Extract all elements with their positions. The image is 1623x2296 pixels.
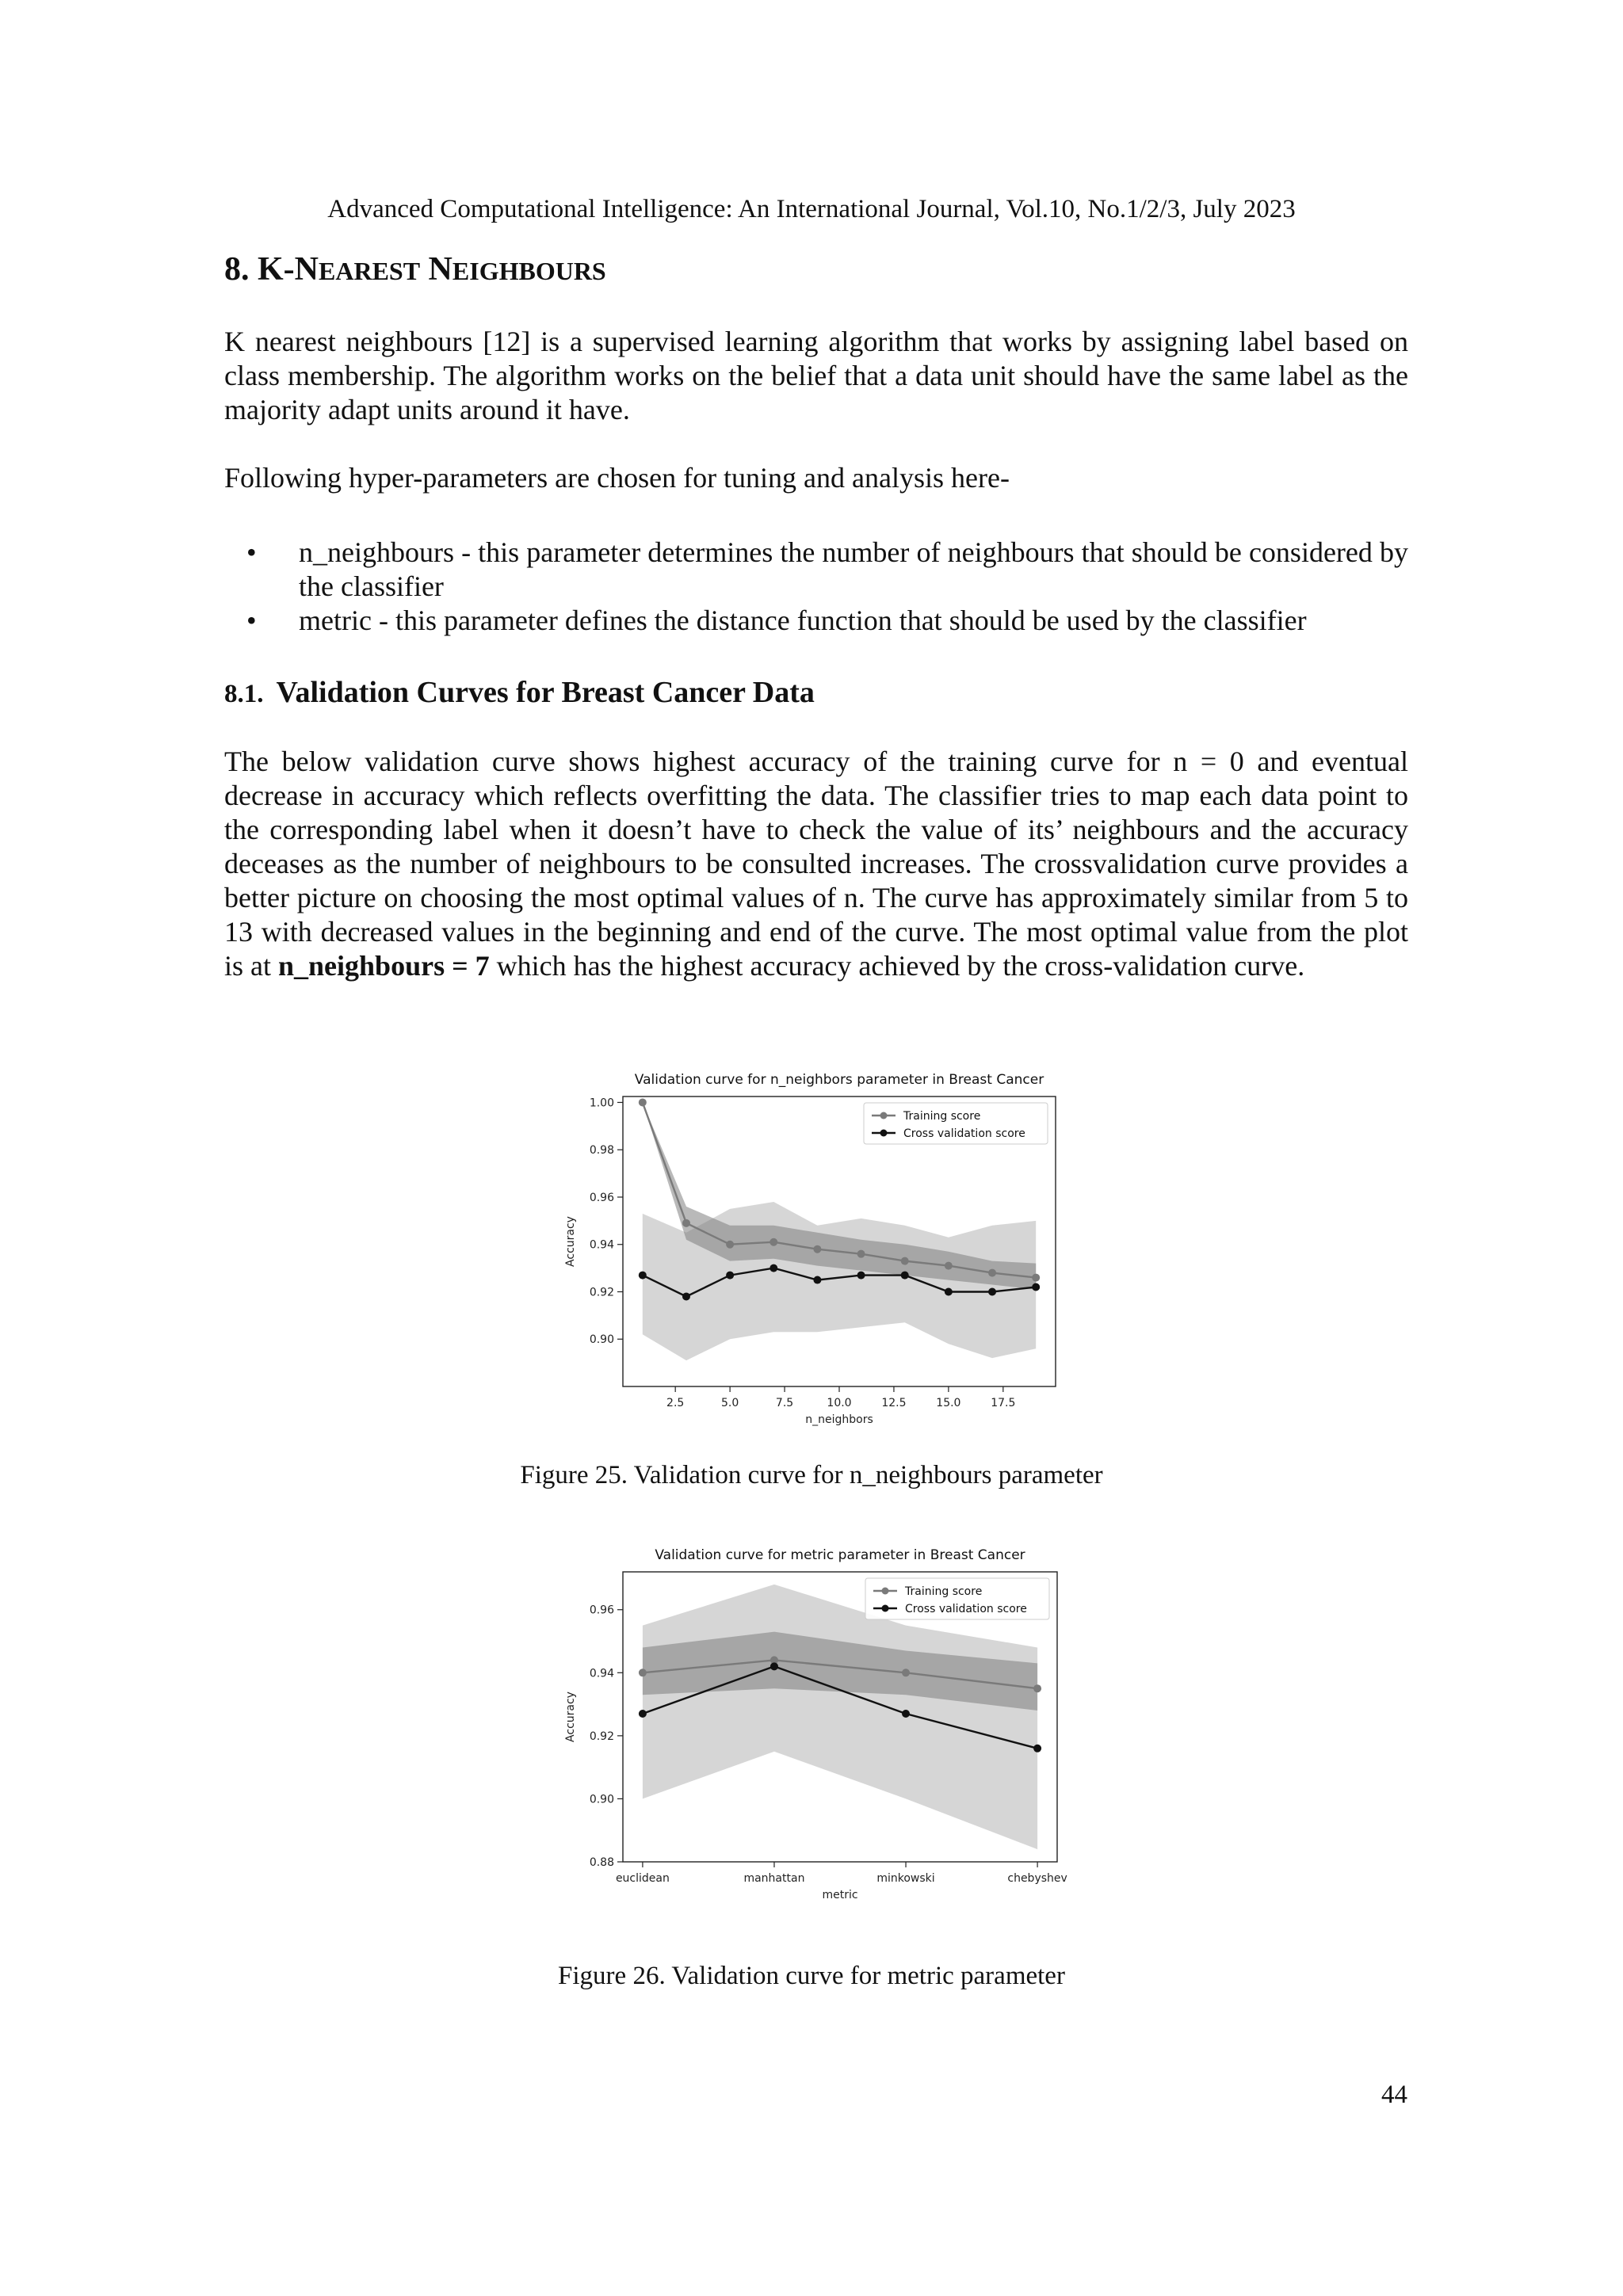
data-point-training-score (639, 1669, 647, 1676)
y-tick-label: 0.96 (589, 1604, 614, 1617)
data-point-training-score (1033, 1684, 1041, 1692)
section-title-text: K-NEAREST NEIGHBOURS (258, 251, 606, 288)
data-point-training-score (988, 1269, 996, 1277)
figure-26-caption: Figure 26. Validation curve for metric parameter (558, 1962, 1065, 1990)
data-point-training-score (769, 1238, 777, 1246)
chart-title: Validation curve for n_neighbors parameter in Breast Cancer (634, 1072, 1044, 1088)
y-tick-label: 0.92 (589, 1730, 614, 1743)
x-tick-label: 10.0 (827, 1397, 852, 1409)
x-tick-label: 17.5 (991, 1397, 1016, 1409)
data-point-training-score (902, 1669, 910, 1676)
data-point-cross-validation-score (726, 1272, 734, 1280)
y-axis-label: Accuracy (564, 1216, 577, 1267)
data-point-training-score (901, 1257, 909, 1265)
subsection-number: 8.1. (224, 680, 264, 708)
x-tick-label: 7.5 (775, 1397, 794, 1409)
bullet-list (224, 536, 1408, 638)
y-tick-label: 0.94 (589, 1238, 614, 1252)
y-tick-label: 0.92 (589, 1286, 614, 1299)
data-point-cross-validation-score (639, 1710, 647, 1718)
x-tick-label: minkowski (876, 1872, 935, 1885)
subsection-title (224, 675, 815, 710)
data-point-cross-validation-score (902, 1710, 910, 1718)
data-point-cross-validation-score (988, 1287, 996, 1295)
bold-optimal-value: n_neighbours = 7 (278, 950, 490, 982)
data-point-training-score (1032, 1274, 1040, 1282)
data-point-cross-validation-score (1033, 1745, 1041, 1753)
x-tick-label: euclidean (615, 1872, 670, 1885)
x-tick-label: 15.0 (936, 1397, 961, 1409)
data-point-cross-validation-score (813, 1276, 821, 1284)
y-tick-label: 0.94 (589, 1667, 614, 1680)
bullet-mark: • (246, 605, 257, 636)
paragraph-validation: The below validation curve shows highest accuracy of the training curve for n = 0 and eventual decrease in accuracy which reflects overfitting the data. The classifier tries to map each data point to the corresponding label when it doesn’t have to check the value of its’ neighbours and the accuracy deceases as the number of neighbours to be consulted increases. The crossvalidation curve provides a better picture on choosing the most optimal values of n. The curve has approximately similar from 5 to 13 with decreased values in the beginning and end of the curve. The most optimal value from the plot is at n_neighbours = 7 which has the highest accuracy achieved by the cross-validation curve. (224, 746, 1408, 982)
y-tick-label: 0.88 (589, 1856, 614, 1869)
list-item-text: metric - this parameter defines the distance function that should be used by the classifier (299, 605, 1307, 636)
figure-26-chart (555, 1529, 1078, 1909)
y-tick-label: 0.96 (589, 1191, 614, 1204)
chart-title: Validation curve for metric parameter in Breast Cancer (655, 1547, 1025, 1563)
legend-label-training-score: Training score (905, 1585, 983, 1598)
y-tick-label: 1.00 (589, 1097, 614, 1110)
legend-marker-cross-validation-score (880, 1130, 888, 1137)
section-title (224, 250, 606, 288)
data-point-training-score (639, 1098, 647, 1106)
list-item (224, 536, 1408, 604)
data-point-cross-validation-score (1032, 1283, 1040, 1291)
y-axis-label: Accuracy (564, 1691, 577, 1742)
data-point-cross-validation-score (769, 1264, 777, 1272)
data-point-training-score (813, 1245, 821, 1253)
x-tick-label: manhattan (743, 1872, 805, 1885)
data-point-cross-validation-score (639, 1272, 647, 1280)
paragraph-hyperparams: Following hyper-parameters are chosen for tuning and analysis here- (224, 462, 1010, 494)
x-axis-label: n_neighbors (805, 1413, 873, 1426)
legend-label-cross-validation-score: Cross validation score (905, 1603, 1027, 1615)
x-tick-label: 2.5 (666, 1397, 685, 1409)
figure-25-chart (555, 1054, 1078, 1426)
legend-marker-cross-validation-score (882, 1605, 889, 1612)
data-point-cross-validation-score (945, 1287, 953, 1295)
y-tick-label: 0.90 (589, 1793, 614, 1806)
data-point-cross-validation-score (770, 1662, 778, 1670)
page-number: 44 (1381, 2081, 1407, 2109)
data-point-cross-validation-score (901, 1272, 909, 1280)
running-header: Advanced Computational Intelligence: An International Journal, Vol.10, No.1/2/3, July 2023 (327, 195, 1296, 223)
list-item-text: n_neighbours - this parameter determines the number of neighbours that should be considered by the classifier (299, 536, 1408, 602)
data-point-training-score (857, 1250, 865, 1258)
x-axis-label: metric (822, 1889, 858, 1901)
x-tick-label: chebyshev (1007, 1872, 1067, 1885)
section-number: 8. (224, 251, 250, 288)
y-tick-label: 0.90 (589, 1333, 614, 1347)
band-cross-validation-score (643, 1585, 1037, 1849)
figure-25-caption: Figure 25. Validation curve for n_neighbours parameter (520, 1461, 1103, 1489)
data-point-cross-validation-score (682, 1292, 690, 1300)
data-point-training-score (945, 1262, 953, 1270)
x-tick-label: 12.5 (881, 1397, 907, 1409)
legend-marker-training-score (882, 1588, 889, 1595)
legend-marker-training-score (880, 1112, 888, 1119)
x-tick-label: 5.0 (720, 1397, 739, 1409)
legend-label-cross-validation-score: Cross validation score (903, 1127, 1025, 1140)
y-tick-label: 0.98 (589, 1144, 614, 1158)
paragraph-intro: K nearest neighbours [12] is a supervised learning algorithm that works by assigning label based on class membership. The algorithm works on the belief that a data unit should have the same label as the majority adapt units around it have. (224, 326, 1408, 425)
data-point-cross-validation-score (857, 1272, 865, 1280)
data-point-training-score (682, 1219, 690, 1227)
legend-label-training-score: Training score (903, 1110, 981, 1123)
subsection-title-text: Validation Curves for Breast Cancer Data (276, 676, 815, 709)
bullet-mark: • (246, 536, 257, 568)
list-item (224, 604, 1408, 638)
data-point-training-score (726, 1241, 734, 1249)
